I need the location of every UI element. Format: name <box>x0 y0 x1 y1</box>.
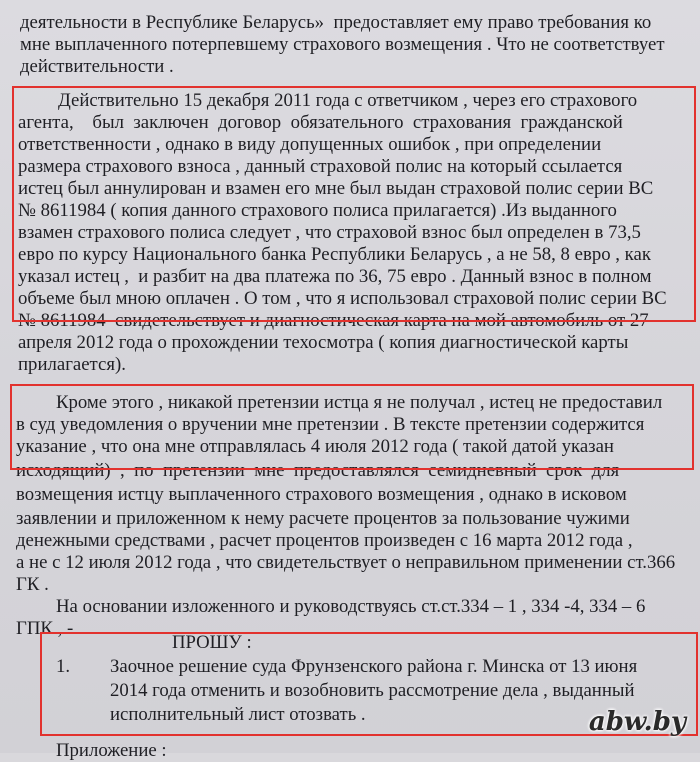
text-line: истец был аннулирован и взамен его мне был выдан страховой полис серии ВС <box>18 178 654 199</box>
text-line: ГПК , - <box>16 618 74 639</box>
list-number: 1. <box>56 656 71 677</box>
text-line: Заочное решение суда Фрунзенского района г. Минска от 13 июня <box>110 656 638 677</box>
text-line: деятельности в Республике Беларусь» предоставляет ему право требования ко <box>20 12 652 33</box>
text-line: Приложение : <box>56 740 167 761</box>
section-heading: ПРОШУ : <box>172 632 252 653</box>
text-line: взамен страхового полиса следует , что страховой взнос был определен в 73,5 <box>18 222 641 243</box>
text-line: исходящий) , по претензии мне предоставлялся семидневный срок для <box>16 460 620 481</box>
text-line: в суд уведомления о вручении мне претензии . В тексте претензии содержится <box>16 414 645 435</box>
text-line: действительности . <box>20 56 174 77</box>
text-line: прилагается). <box>18 354 126 375</box>
text-line: денежными средствами , расчет процентов произведен с 16 марта 2012 года , <box>16 530 633 551</box>
text-line: агента, был заключен договор обязательного страхования гражданской <box>18 112 623 133</box>
text-line: размера страхового взноса , данный страховой полис на который ссылается <box>18 156 623 177</box>
text-line: ГК . <box>16 574 49 595</box>
text-line: Кроме этого , никакой претензии истца я не получал , истец не предоставил <box>56 392 663 413</box>
text-line: возмещения истцу выплаченного страхового возмещения , однако в исковом <box>16 484 627 505</box>
text-line: На основании изложенного и руководствуясь ст.ст.334 – 1 , 334 -4, 334 – 6 <box>56 596 646 617</box>
watermark: abw.by <box>588 707 686 737</box>
text-line: евро по курсу Национального банка Республики Беларусь , а не 58, 8 евро , как <box>18 244 651 265</box>
text-line: мне выплаченного потерпевшему страхового возмещения . Что не соответствует <box>20 34 665 55</box>
text-line: объеме был мною оплачен . О том , что я использовал страховой полис серии ВС <box>18 288 667 309</box>
text-line: Действительно 15 декабря 2011 года с ответчиком , через его страхового <box>58 90 638 111</box>
text-line: а не с 12 июля 2012 года , что свидетельствует о неправильном применении ст.366 <box>16 552 676 573</box>
text-line: апреля 2012 года о прохождении техосмотра ( копия диагностической карты <box>18 332 629 353</box>
highlight-box <box>12 86 696 322</box>
text-line: ответственности , однако в виду допущенных ошибок , при определении <box>18 134 602 155</box>
text-line: № 8611984 ( копия данного страхового полиса прилагается) .Из выданного <box>18 200 617 221</box>
text-line: № 8611984 свидетельствует и диагностическая карта на мой автомобиль от 27 <box>18 310 649 331</box>
text-line: указание , что она мне отправлялась 4 июля 2012 года ( такой датой указан <box>16 436 614 457</box>
text-line: 2014 года отменить и возобновить рассмотрение дела , выданный <box>110 680 635 701</box>
text-line: указал истец , и разбит на два платежа по 36, 75 евро . Данный взнос в полном <box>18 266 652 287</box>
text-line: исполнительный лист отозвать . <box>110 704 366 725</box>
text-line: заявлении и приложенном к нему расчете процентов за пользование чужими <box>16 508 630 529</box>
highlight-box <box>10 384 694 470</box>
